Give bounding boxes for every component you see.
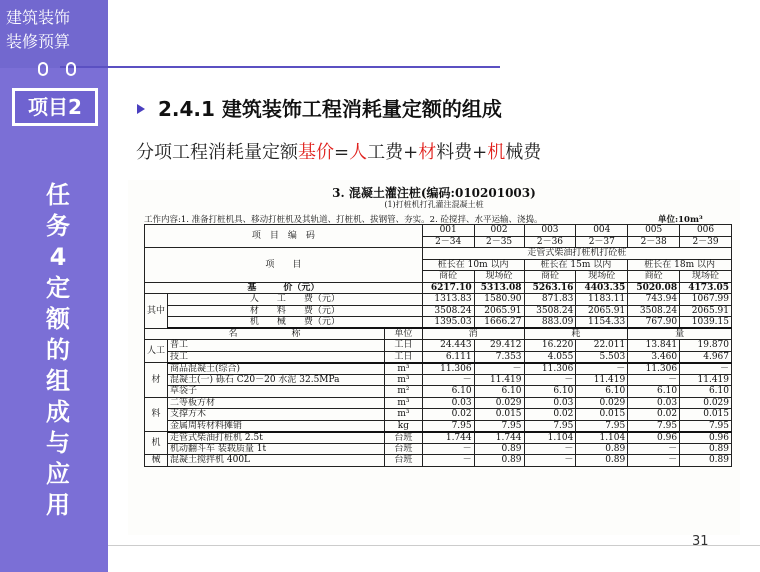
consumption-cell: 0.89 [474, 443, 524, 455]
consumption-cell: 0.02 [422, 409, 474, 421]
item-header: 项 目 [145, 248, 423, 283]
table-row [145, 386, 732, 398]
consumption-cell: 0.02 [628, 409, 680, 421]
consumption-cell: 1.744 [474, 432, 524, 444]
formula-part: = [334, 142, 350, 163]
consumption-header: 消 [422, 328, 524, 340]
resource-unit-cell: m² [385, 386, 423, 398]
table-row [145, 409, 732, 421]
table-row [145, 225, 732, 237]
quota-no-cell: 2－34 [422, 236, 474, 248]
cost-value-cell: 1183.11 [576, 294, 628, 306]
consumption-cell: 0.029 [576, 397, 628, 409]
consumption-cell: － [680, 363, 732, 375]
cost-value-cell: 743.94 [628, 294, 680, 306]
table-row [145, 432, 732, 444]
page-number: 31 [692, 534, 709, 549]
consumption-cell: － [524, 443, 576, 455]
cost-value-cell: 1666.27 [474, 317, 524, 329]
table-row [145, 328, 732, 340]
consumption-cell: － [422, 374, 474, 386]
consumption-cell: 6.10 [680, 386, 732, 398]
machine-category: 机 [145, 432, 168, 455]
resource-name-cell: 机动翻斗车 装载质量 1t [168, 443, 385, 455]
consumption-cell: 19.870 [680, 340, 732, 352]
cost-name-cell: 机 械 费（元） [168, 317, 423, 329]
resource-name-cell: 混凝土(一) 砾石 C20－20 水泥 32.5MPa [168, 374, 385, 386]
consumption-cell: 6.111 [422, 351, 474, 363]
consumption-cell: 7.95 [576, 420, 628, 432]
length-group-header: 桩长在 15m 以内 [524, 259, 628, 271]
concrete-type-header: 商砼 [524, 271, 576, 283]
cost-value-cell: 1313.83 [422, 294, 474, 306]
course-title-line2: 装修预算 [6, 32, 71, 51]
decorative-strip [0, 62, 500, 74]
consumption-header: 量 [628, 328, 732, 340]
base-price-cell: 4173.05 [680, 282, 732, 294]
consumption-cell: 0.89 [576, 443, 628, 455]
resource-name-cell: 技工 [168, 351, 385, 363]
cost-value-cell: 1154.33 [576, 317, 628, 329]
machine-category: 械 [145, 455, 168, 467]
table-row [145, 420, 732, 432]
base-price-cell: 4403.35 [576, 282, 628, 294]
resource-unit-cell: m³ [385, 397, 423, 409]
consumption-cell: 11.419 [576, 374, 628, 386]
consumption-cell: 0.015 [474, 409, 524, 421]
cost-value-cell: 3508.24 [524, 305, 576, 317]
consumption-cell: － [576, 363, 628, 375]
length-group-header: 桩长在 10m 以内 [422, 259, 524, 271]
consumption-cell: － [422, 455, 474, 467]
formula-material-char: 材 [418, 142, 437, 163]
material-category: 材 [145, 363, 168, 398]
concrete-type-header: 现场砼 [576, 271, 628, 283]
consumption-cell: 0.02 [524, 409, 576, 421]
table-title: 3. 混凝土灌注桩(编码:010201003) [332, 186, 536, 200]
consumption-cell: 24.443 [422, 340, 474, 352]
task-title-char: 4 [49, 243, 67, 271]
consumption-cell: － [474, 363, 524, 375]
code-cell: 003 [524, 225, 576, 237]
consumption-cell: 6.10 [628, 386, 680, 398]
resource-name-cell: 普工 [168, 340, 385, 352]
consumption-cell: 0.89 [576, 455, 628, 467]
formula-part: 工费+ [367, 142, 419, 163]
consumption-cell: － [628, 455, 680, 467]
ring-icon [66, 62, 76, 76]
footer-rule [108, 545, 760, 546]
resource-name-cell: 草袋子 [168, 386, 385, 398]
concrete-type-header: 现场砼 [680, 271, 732, 283]
resource-unit-cell: 工日 [385, 351, 423, 363]
cost-name-cell: 材 料 费（元） [168, 305, 423, 317]
task-title-char: 定 [46, 274, 70, 302]
resource-unit-cell: m³ [385, 363, 423, 375]
quota-no-cell: 2－38 [628, 236, 680, 248]
task-title-char: 的 [46, 336, 70, 364]
formula-line [136, 138, 541, 164]
consumption-cell: 6.10 [576, 386, 628, 398]
cost-value-cell: 871.83 [524, 294, 576, 306]
base-price-cell: 5263.16 [524, 282, 576, 294]
consumption-cell: 6.10 [524, 386, 576, 398]
cost-value-cell: 1039.15 [680, 317, 732, 329]
consumption-cell: 16.220 [524, 340, 576, 352]
concrete-type-header: 商砼 [628, 271, 680, 283]
section-heading: 2.4.1 建筑装饰工程消耗量定额的组成 [158, 97, 502, 121]
cost-value-cell: 767.90 [628, 317, 680, 329]
consumption-cell: 1.104 [524, 432, 576, 444]
table-row [145, 294, 732, 306]
unit-header: 单位 [385, 328, 423, 340]
task-title-vertical [38, 180, 78, 521]
code-cell: 002 [474, 225, 524, 237]
consumption-cell: 1.104 [576, 432, 628, 444]
consumption-cell: 11.306 [422, 363, 474, 375]
base-price-cell: 5313.08 [474, 282, 524, 294]
course-title [0, 0, 108, 68]
consumption-cell: 4.055 [524, 351, 576, 363]
consumption-cell: 0.89 [680, 443, 732, 455]
consumption-cell: 11.419 [474, 374, 524, 386]
table-row [145, 374, 732, 386]
consumption-cell: 0.89 [474, 455, 524, 467]
consumption-cell: 29.412 [474, 340, 524, 352]
consumption-cell: 0.89 [680, 455, 732, 467]
consumption-cell: 0.03 [628, 397, 680, 409]
consumption-cell: 11.306 [628, 363, 680, 375]
quota-no-cell: 2－37 [576, 236, 628, 248]
resource-name-cell: 商品混凝土(综合) [168, 363, 385, 375]
bullet-triangle-icon [137, 104, 145, 114]
consumption-cell: － [422, 443, 474, 455]
quota-no-cell: 2－36 [524, 236, 576, 248]
resource-name-cell: 金属周转材料摊销 [168, 420, 385, 432]
table-row [145, 351, 732, 363]
consumption-cell: 0.03 [422, 397, 474, 409]
task-title-char: 额 [46, 305, 70, 333]
of-which-label: 其中 [145, 294, 168, 329]
consumption-cell: 4.967 [680, 351, 732, 363]
task-title-char: 用 [46, 491, 70, 519]
formula-part: 械费 [505, 142, 542, 163]
cost-value-cell: 883.09 [524, 317, 576, 329]
cost-value-cell: 2065.91 [576, 305, 628, 317]
cost-name-cell: 人 工 费（元） [168, 294, 423, 306]
cost-value-cell: 2065.91 [474, 305, 524, 317]
cost-value-cell: 3508.24 [628, 305, 680, 317]
base-price-cell: 6217.10 [422, 282, 474, 294]
length-group-header: 桩长在 18m 以内 [628, 259, 732, 271]
concrete-type-header: 商砼 [422, 271, 474, 283]
resource-unit-cell: m³ [385, 374, 423, 386]
quota-no-cell: 2－35 [474, 236, 524, 248]
consumption-cell: 22.011 [576, 340, 628, 352]
consumption-cell: － [524, 374, 576, 386]
quota-table-image [128, 180, 740, 535]
consumption-cell: 7.95 [422, 420, 474, 432]
table-row [145, 317, 732, 329]
base-price-label: 基 价（元） [145, 282, 423, 294]
code-cell: 001 [422, 225, 474, 237]
resource-unit-cell: m³ [385, 409, 423, 421]
consumption-cell: 7.353 [474, 351, 524, 363]
resource-unit-cell: 台班 [385, 443, 423, 455]
consumption-cell: 0.015 [680, 409, 732, 421]
cost-value-cell: 3508.24 [422, 305, 474, 317]
concrete-type-header: 现场砼 [474, 271, 524, 283]
cost-value-cell: 1580.90 [474, 294, 524, 306]
resource-name-cell: 支撑方木 [168, 409, 385, 421]
code-cell: 006 [680, 225, 732, 237]
code-cell: 005 [628, 225, 680, 237]
consumption-cell: 0.015 [576, 409, 628, 421]
table-row [145, 443, 732, 455]
cost-value-cell: 1067.99 [680, 294, 732, 306]
table-row [145, 455, 732, 467]
consumption-cell: 0.029 [680, 397, 732, 409]
consumption-cell: 0.96 [680, 432, 732, 444]
consumption-cell: 0.96 [628, 432, 680, 444]
pile-type-header: 走管式柴油打桩机打砼桩 [422, 248, 731, 260]
table-row [145, 305, 732, 317]
consumption-cell: 7.95 [680, 420, 732, 432]
consumption-cell: 7.95 [524, 420, 576, 432]
resource-name-cell: 走管式柴油打桩机 2.5t [168, 432, 385, 444]
consumption-cell: － [628, 374, 680, 386]
consumption-cell: 5.503 [576, 351, 628, 363]
formula-part: 料费+ [436, 142, 488, 163]
consumption-cell: 11.306 [524, 363, 576, 375]
labor-category: 人工 [145, 340, 168, 363]
formula-base-price: 基价 [298, 142, 334, 163]
table-row [145, 363, 732, 375]
cost-value-cell: 1395.03 [422, 317, 474, 329]
consumption-cell: 13.841 [628, 340, 680, 352]
task-title-char: 应 [46, 460, 70, 488]
material-category: 料 [145, 397, 168, 432]
table-row [145, 397, 732, 409]
base-price-cell: 5020.08 [628, 282, 680, 294]
formula-labor-char: 人 [349, 142, 368, 163]
consumption-cell: 0.03 [524, 397, 576, 409]
consumption-cell: 11.419 [680, 374, 732, 386]
consumption-cell: 0.029 [474, 397, 524, 409]
consumption-cell: 6.10 [422, 386, 474, 398]
task-title-char: 与 [46, 429, 70, 457]
consumption-header: 耗 [524, 328, 628, 340]
task-title-char: 组 [46, 367, 70, 395]
work-content: 工作内容:1. 准备打桩机具、移动打桩机及其轨道、打桩机、拔钢管、夯实。2. 砼搅拌、水平运输、浇捣。 [144, 215, 543, 225]
table-row [145, 340, 732, 352]
table-subtitle: (1)打桩机打孔灌注混凝土桩 [384, 200, 484, 209]
resource-unit-cell: 台班 [385, 432, 423, 444]
consumption-cell: 6.10 [474, 386, 524, 398]
table-unit: 单位:10m³ [658, 215, 703, 225]
table-row [145, 282, 732, 294]
resource-unit-cell: 工日 [385, 340, 423, 352]
name-header: 名 称 [145, 328, 385, 340]
consumption-cell: － [524, 455, 576, 467]
cost-value-cell: 2065.91 [680, 305, 732, 317]
table-row [145, 248, 732, 260]
consumption-cell: 7.95 [628, 420, 680, 432]
task-title-char: 成 [46, 398, 70, 426]
consumption-cell: 3.460 [628, 351, 680, 363]
quota-table [144, 224, 732, 467]
resource-name-cell: 二等板方材 [168, 397, 385, 409]
task-title-char: 务 [46, 212, 70, 240]
consumption-cell: 1.744 [422, 432, 474, 444]
resource-unit-cell: kg [385, 420, 423, 432]
ring-icon [38, 62, 48, 76]
consumption-cell: 7.95 [474, 420, 524, 432]
formula-part: 分项工程消耗量定额 [136, 142, 298, 163]
consumption-cell: － [628, 443, 680, 455]
item-code-header: 项 目 编 码 [145, 225, 423, 248]
task-title-char: 任 [46, 181, 70, 209]
quota-no-cell: 2－39 [680, 236, 732, 248]
resource-name-cell: 混凝土搅拌机 400L [168, 455, 385, 467]
course-title-line1: 建筑装饰 [6, 8, 71, 27]
formula-machine-char: 机 [487, 142, 506, 163]
divider-line [60, 66, 500, 68]
project-label: 项目2 [12, 88, 98, 126]
code-cell: 004 [576, 225, 628, 237]
resource-unit-cell: 台班 [385, 455, 423, 467]
